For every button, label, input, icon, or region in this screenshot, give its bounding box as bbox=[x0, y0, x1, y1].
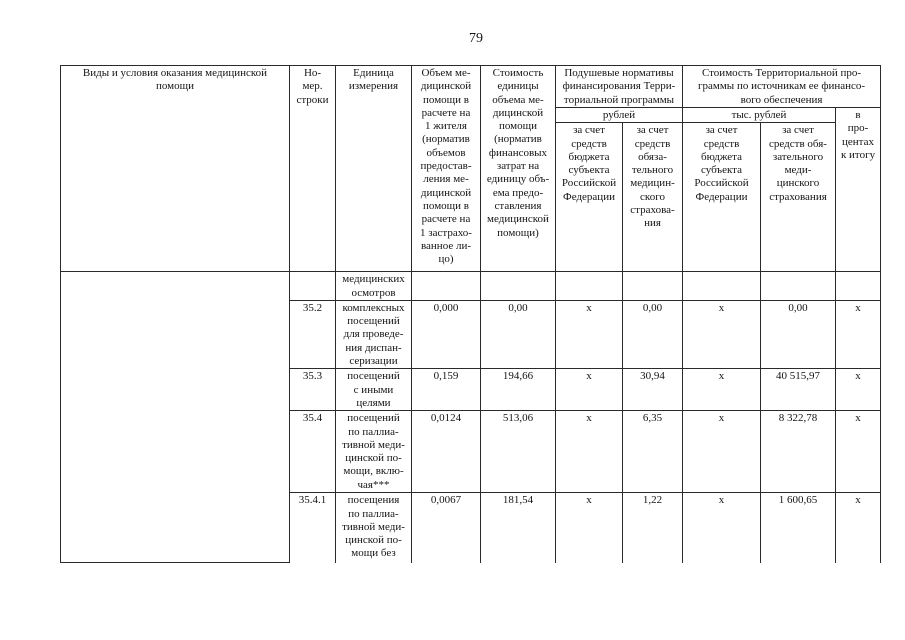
volume-cell: 0,0067 bbox=[412, 493, 481, 563]
header-program-cost-oms: за счет средств обя- зательного меди- цинского страхования bbox=[761, 123, 836, 272]
volume-cell: 0,159 bbox=[412, 369, 481, 411]
header-program-cost-unit: тыс. рублей bbox=[683, 108, 836, 123]
percent-cell: х bbox=[836, 493, 881, 563]
page-number: 79 bbox=[469, 31, 483, 46]
cost-cell: 194,66 bbox=[481, 369, 556, 411]
row-number-cell: 35.3 bbox=[290, 369, 336, 411]
volume-cell: 0,000 bbox=[412, 300, 481, 368]
program-oms-cell: 8 322,78 bbox=[761, 411, 836, 493]
per-capita-oms-cell: 30,94 bbox=[623, 369, 683, 411]
per-capita-budget-cell: х bbox=[556, 369, 623, 411]
per-capita-oms-cell: 1,22 bbox=[623, 493, 683, 563]
header-cost: Стоимость единицы объема ме- дицинской помощи (норматив финансовых затрат на единицу объ- ема предо- ставления медицинской помощи) bbox=[481, 66, 556, 272]
per-capita-budget-cell bbox=[556, 272, 623, 301]
percent-cell: х bbox=[836, 369, 881, 411]
table-row bbox=[61, 272, 881, 301]
header-per-capita-oms: за счет средств обяза- тельного медицин- ского страхова- ния bbox=[623, 123, 683, 272]
cost-cell: 181,54 bbox=[481, 493, 556, 563]
header-per-capita: Подушевые нормативы финансирования Терри- ториальной программы bbox=[556, 66, 683, 108]
volume-cell: 0,0124 bbox=[412, 411, 481, 493]
per-capita-budget-cell: х bbox=[556, 411, 623, 493]
program-budget-cell bbox=[683, 272, 761, 301]
header-program-cost-percent: в про- центах к итогу bbox=[836, 108, 881, 272]
percent-cell: х bbox=[836, 300, 881, 368]
per-capita-oms-cell bbox=[623, 272, 683, 301]
cost-cell bbox=[481, 272, 556, 301]
percent-cell: х bbox=[836, 411, 881, 493]
per-capita-budget-cell: х bbox=[556, 493, 623, 563]
program-oms-cell: 40 515,97 bbox=[761, 369, 836, 411]
program-oms-cell bbox=[761, 272, 836, 301]
program-budget-cell: х bbox=[683, 300, 761, 368]
row-number-cell bbox=[290, 272, 336, 301]
row-number-cell: 35.4 bbox=[290, 411, 336, 493]
cost-cell: 513,06 bbox=[481, 411, 556, 493]
percent-cell bbox=[836, 272, 881, 301]
row-number-cell: 35.4.1 bbox=[290, 493, 336, 563]
unit-cell: посещений по паллиа- тивной меди- цинской по- мощи, вклю- чая*** bbox=[336, 411, 412, 493]
volume-cell bbox=[412, 272, 481, 301]
medical-care-cost-table bbox=[60, 65, 881, 563]
header-program-cost-budget: за счет средств бюджета субъекта Российской Федерации bbox=[683, 123, 761, 272]
header-unit: Единица измерения bbox=[336, 66, 412, 272]
unit-cell: посещения по паллиа- тивной меди- цинской по- мощи без bbox=[336, 493, 412, 563]
header-per-capita-budget: за счет средств бюджета субъекта Российской Федерации bbox=[556, 123, 623, 272]
header-row-number: Но- мер. строки bbox=[290, 66, 336, 272]
per-capita-budget-cell: х bbox=[556, 300, 623, 368]
program-oms-cell: 0,00 bbox=[761, 300, 836, 368]
row-number-cell: 35.2 bbox=[290, 300, 336, 368]
unit-cell: комплексных посещений для проведе- ния диспан- серизации bbox=[336, 300, 412, 368]
header-volume: Объем ме- дицинской помощи в расчете на 1 жителя (норматив объемов предостав- ления ме- дицинской помощи в расчете на 1 застрахо- ванное ли- цо) bbox=[412, 66, 481, 272]
program-budget-cell: х bbox=[683, 493, 761, 563]
unit-cell: посещений с иными целями bbox=[336, 369, 412, 411]
unit-cell: медицинских осмотров bbox=[336, 272, 412, 301]
header-row-groups bbox=[61, 66, 881, 108]
header-per-capita-unit: рублей bbox=[556, 108, 683, 123]
header-type: Виды и условия оказания медицинской помощи bbox=[61, 66, 290, 272]
program-budget-cell: х bbox=[683, 411, 761, 493]
per-capita-oms-cell: 0,00 bbox=[623, 300, 683, 368]
header-program-cost: Стоимость Территориальной про- граммы по источникам ее финансо- вого обеспечения bbox=[683, 66, 881, 108]
type-cell bbox=[61, 272, 290, 563]
program-oms-cell: 1 600,65 bbox=[761, 493, 836, 563]
per-capita-oms-cell: 6,35 bbox=[623, 411, 683, 493]
cost-cell: 0,00 bbox=[481, 300, 556, 368]
program-budget-cell: х bbox=[683, 369, 761, 411]
